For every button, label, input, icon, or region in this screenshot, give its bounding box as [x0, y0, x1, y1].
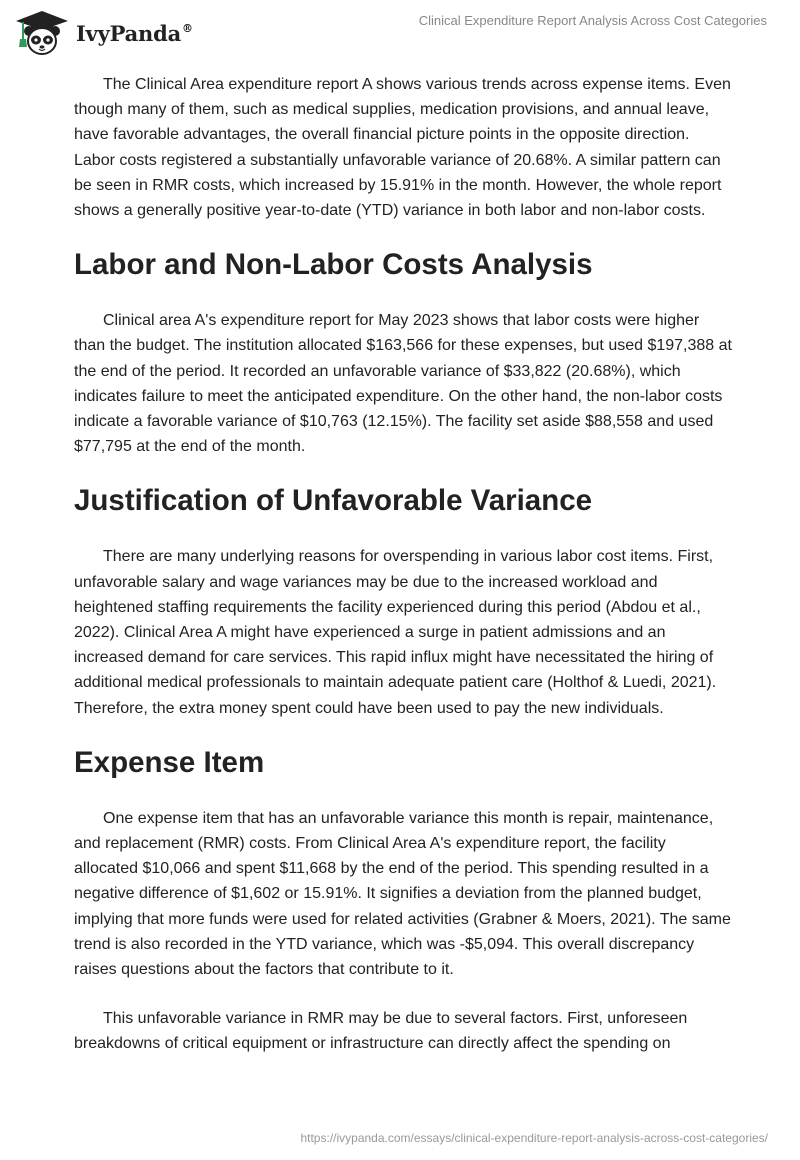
registered-mark: ® [182, 21, 193, 35]
panda-graduate-icon [14, 9, 70, 57]
ivypanda-logo[interactable] [14, 8, 193, 58]
expense-item-paragraph: One expense item that has an unfavorable variance this month is repair, maintenance, and replacement (RMR) costs. From Clinical Area A's expenditure report, the facility allocated $10,066 and spent $11,668 by the end of the period. This spending resulted in a negative difference of $1,602 or 15.91%. It signifies a deviation from the planned budget, implying that more funds were used for related activities (Grabner & Moers, 2021). The same trend is also recorded in the YTD variance, which was -$5,094. This overall discrepancy raises questions about the factors that contribute to it. [74, 809, 731, 979]
intro-paragraph: The Clinical Area expenditure report A shows various trends across expense items. Even though many of them, such as medical supplies, medication provisions, and annual leave, have favorable advantages, the overall financial picture points in the opposite direction. Labor costs registered a substantially unfavorable variance of 20.68%. A similar pattern can be seen in RMR costs, which increased by 15.91% in the month. However, the whole report shows a generally positive year-to-date (YTD) variance in both labor and non-labor costs. [74, 76, 731, 220]
section-heading-expense-item: Expense Item [74, 745, 265, 779]
logo-wordmark [76, 21, 193, 46]
section-heading-labor-costs: Labor and Non-Labor Costs Analysis [74, 248, 593, 282]
source-url[interactable]: https://ivypanda.com/essays/clinical-expenditure-report-analysis-across-cost-categories/ [300, 1131, 768, 1145]
justification-paragraph: There are many underlying reasons for overspending in various labor cost items. First, unfavorable salary and wage variances may be due to the increased workload and heightened staffing requirements the facility experienced during this period (Abdou et al., 2022). Clinical Area A might have experienced a surge in patient admissions and an increased demand for care services. This rapid influx might have necessitated the hiring of additional medical professionals to maintain adequate patient care (Holthof & Luedi, 2021). Therefore, the extra money spent could have been used to pay the new individuals. [74, 548, 717, 717]
logo-text: IvyPanda [76, 20, 182, 46]
section-heading-justification: Justification of Unfavorable Variance [74, 484, 593, 518]
page-header [0, 0, 800, 60]
essay-body [74, 72, 734, 1081]
document-title: Clinical Expenditure Report Analysis Across Cost Categories [418, 13, 767, 28]
rmr-factors-paragraph: This unfavorable variance in RMR may be due to several factors. First, unforeseen breakdowns of critical equipment or infrastructure can directly affect the spending on [74, 1010, 688, 1053]
labor-costs-paragraph: Clinical area A's expenditure report for May 2023 shows that labor costs were higher than the budget. The institution allocated $163,566 for these expenses, but used $197,388 at the end of the period. It recorded an unfavorable variance of $33,822 (20.68%), which indicates failure to meet the anticipated expenditure. On the other hand, the non-labor costs indicate a favorable variance of $10,763 (12.15%). The facility set aside $88,558 and used $77,795 at the end of the month. [74, 312, 732, 456]
